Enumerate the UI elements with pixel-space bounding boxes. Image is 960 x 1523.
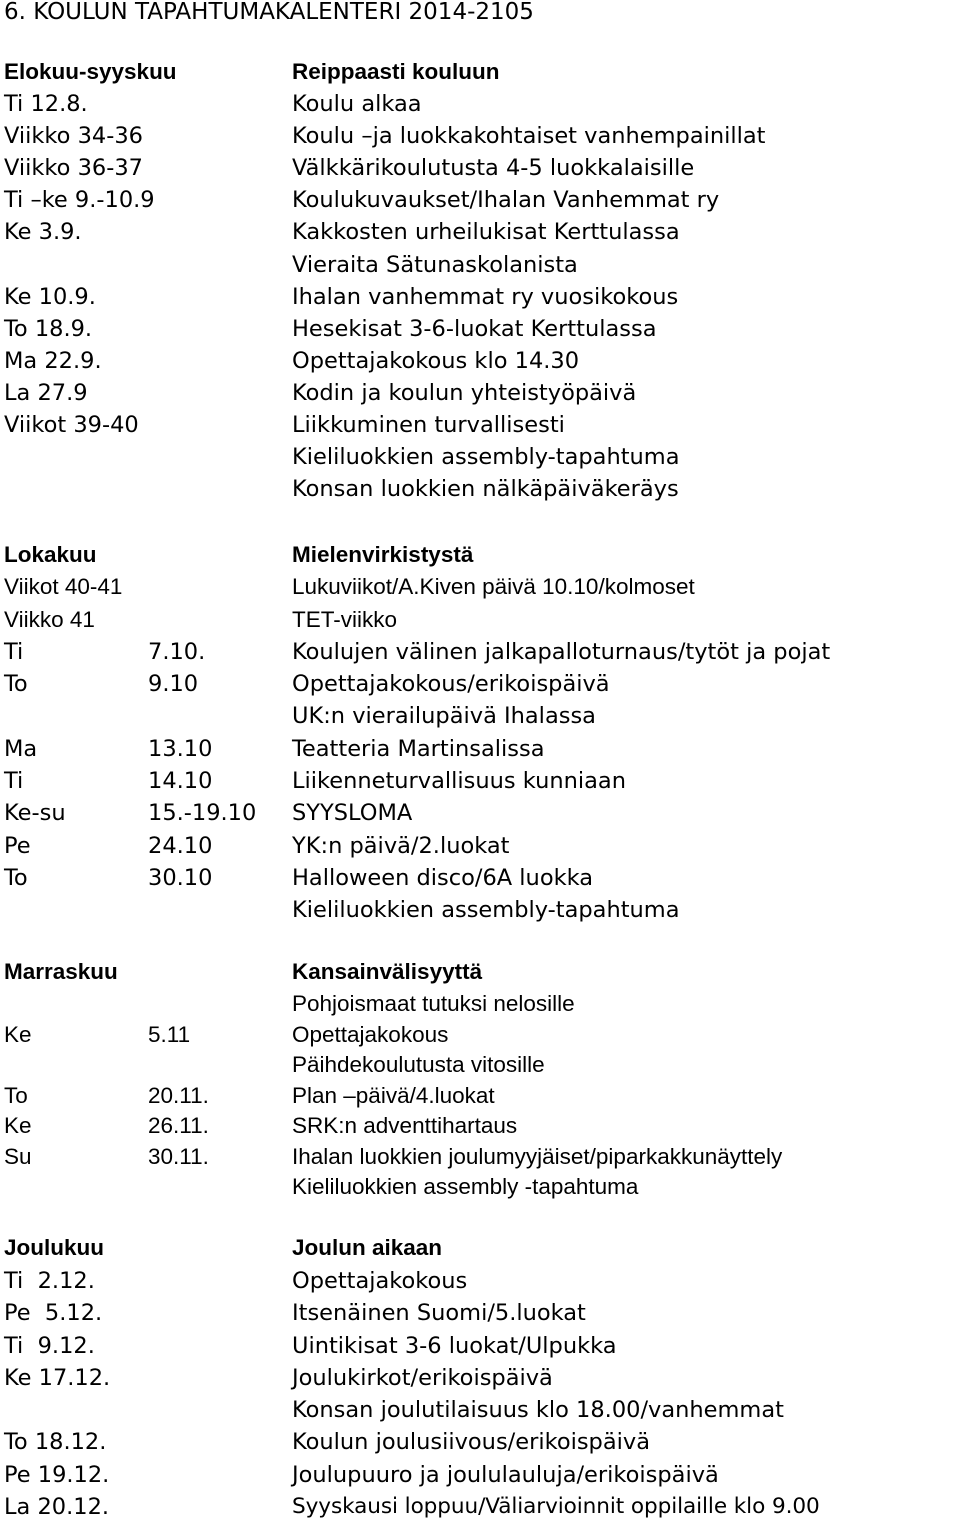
event-row [0, 409, 960, 441]
event-date: Ti –ke 9.-10.9 [4, 187, 155, 214]
event-row [0, 894, 960, 926]
event-row [0, 377, 960, 409]
event-row [0, 668, 960, 700]
month-heading: Marraskuu [4, 959, 118, 984]
month-heading: Joulukuu [4, 1235, 104, 1260]
section-marraskuu [0, 956, 960, 1202]
event-day: Viikko 41 [4, 606, 95, 632]
event-date: La 27.9 [4, 379, 88, 406]
event-day: Ma [4, 735, 38, 762]
event-date: Pe 19.12. [4, 1461, 110, 1488]
event-day: Viikot 40-41 [4, 574, 123, 600]
event-text: Välkkärikoulutusta 4-5 luokkalaisille [292, 155, 695, 182]
event-text: Syyskausi loppuu/Väliarvioinnit oppilaille klo 9.00 [292, 1494, 820, 1520]
event-row [0, 571, 960, 603]
event-row [0, 345, 960, 377]
event-text: Kieliluokkien assembly-tapahtuma [292, 444, 680, 471]
event-text: Lukuviikot/A.Kiven päivä 10.10/kolmoset [292, 574, 695, 600]
event-text: Opettajakokous/erikoispäivä [292, 671, 610, 698]
event-text: Opettajakokous klo 14.30 [292, 347, 580, 374]
event-text: YK:n päivä/2.luokat [292, 832, 510, 859]
event-day: To [4, 864, 28, 891]
event-text: Uintikisat 3-6 luokat/Ulpukka [292, 1332, 617, 1359]
event-row [0, 120, 960, 152]
event-date: Ti 2.12. [4, 1268, 95, 1294]
event-row [0, 1141, 960, 1172]
event-date: Ma 22.9. [4, 347, 102, 374]
event-row [0, 1110, 960, 1141]
section-lokakuu [0, 539, 960, 927]
event-text: Ihalan vanhemmat ry vuosikokous [292, 283, 679, 310]
event-text: Kakkosten urheilukisat Kerttulassa [292, 219, 680, 246]
event-date: Viikko 34-36 [4, 123, 143, 150]
event-date: 9.10 [148, 671, 199, 698]
event-day: Su [4, 1143, 32, 1169]
event-date: 5.11 [148, 1021, 191, 1047]
event-row [0, 1426, 960, 1458]
event-text: Konsan joulutilaisuus klo 18.00/vanhemmat [292, 1397, 784, 1424]
event-text: Liikenneturvallisuus kunniaan [292, 768, 626, 795]
event-row [0, 1491, 960, 1523]
event-day: To [4, 1082, 28, 1108]
event-row [0, 988, 960, 1019]
section-theme: Mielenvirkistystä [292, 542, 474, 567]
event-date: Ke 10.9. [4, 283, 96, 310]
event-text: Koulukuvaukset/Ihalan Vanhemmat ry [292, 187, 720, 214]
event-text: Itsenäinen Suomi/5.luokat [292, 1300, 586, 1327]
event-row [0, 1330, 960, 1362]
event-row [0, 1394, 960, 1426]
section-header [0, 539, 960, 571]
event-row [0, 281, 960, 313]
event-row [0, 1362, 960, 1394]
event-text: Koulun joulusiivous/erikoispäivä [292, 1429, 650, 1456]
event-row [0, 441, 960, 473]
event-date: 30.11. [148, 1143, 209, 1169]
event-date: Ke 3.9. [4, 219, 82, 246]
event-date: 26.11. [148, 1113, 209, 1139]
event-date: Ke 17.12. [4, 1364, 111, 1391]
event-date: Ti 9.12. [4, 1332, 95, 1359]
event-date: 13.10 [148, 735, 213, 762]
event-date: 20.11. [148, 1082, 209, 1108]
event-day: To [4, 671, 28, 698]
event-row [0, 184, 960, 216]
event-row [0, 313, 960, 345]
event-row [0, 1049, 960, 1080]
event-date: 24.10 [148, 832, 213, 859]
event-date: Viikko 36-37 [4, 155, 143, 182]
event-row [0, 88, 960, 120]
event-row [0, 700, 960, 732]
event-row [0, 1297, 960, 1329]
event-text: Konsan luokkien nälkäpäiväkeräys [292, 476, 679, 503]
event-row [0, 636, 960, 668]
event-row [0, 830, 960, 862]
event-text: Vieraita Sätunaskolanista [292, 251, 578, 278]
event-day: Ti [4, 768, 24, 795]
event-day: Ke-su [4, 800, 66, 827]
section-elokuu-syyskuu [0, 56, 960, 505]
event-text: Pohjoismaat tutuksi nelosille [292, 991, 575, 1017]
month-heading: Lokakuu [4, 542, 97, 567]
event-text: Teatteria Martinsalissa [292, 735, 545, 762]
event-date: 14.10 [148, 768, 213, 795]
event-row [0, 1171, 960, 1202]
event-text: Ihalan luokkien joulumyyjäiset/piparkakkunäyttely [292, 1143, 783, 1169]
event-text: Opettajakokous [292, 1021, 449, 1047]
event-text: Kodin ja koulun yhteistyöpäivä [292, 379, 637, 406]
event-row [0, 797, 960, 829]
event-date: 15.-19.10 [148, 800, 257, 827]
event-row [0, 862, 960, 894]
event-text: Opettajakokous [292, 1268, 468, 1294]
event-row [0, 1459, 960, 1491]
event-text: Hesekisat 3-6-luokat Kerttulassa [292, 315, 657, 342]
event-row [0, 216, 960, 248]
section-theme: Kansainvälisyyttä [292, 959, 483, 984]
event-date: 30.10 [148, 864, 213, 891]
event-day: Pe [4, 832, 31, 859]
section-theme: Joulun aikaan [292, 1235, 443, 1260]
event-date: Ti 12.8. [4, 91, 88, 118]
event-text: Koulujen välinen jalkapalloturnaus/tytöt ja pojat [292, 638, 831, 665]
event-text: SYYSLOMA [292, 800, 413, 827]
event-row [0, 1080, 960, 1111]
event-row [0, 473, 960, 505]
section-theme: Reippaasti kouluun [292, 59, 500, 84]
event-text: Halloween disco/6A luokka [292, 864, 594, 891]
event-text: Päihdekoulutusta vitosille [292, 1052, 545, 1078]
event-date: To 18.9. [4, 315, 93, 342]
event-text: Joulukirkot/erikoispäivä [292, 1364, 553, 1391]
event-row [0, 1265, 960, 1297]
month-heading: Elokuu-syyskuu [4, 59, 177, 84]
event-day: Ke [4, 1021, 32, 1047]
event-text: Kieliluokkien assembly-tapahtuma [292, 897, 680, 924]
event-date: Pe 5.12. [4, 1300, 103, 1327]
event-date: La 20.12. [4, 1494, 110, 1521]
event-text: Plan –päivä/4.luokat [292, 1082, 495, 1108]
event-text: UK:n vierailupäivä Ihalassa [292, 703, 596, 730]
event-row [0, 152, 960, 184]
section-header [0, 956, 960, 988]
event-text: Kieliluokkien assembly -tapahtuma [292, 1174, 639, 1200]
event-row [0, 604, 960, 636]
event-row [0, 249, 960, 281]
event-row [0, 733, 960, 765]
event-date: Viikot 39-40 [4, 412, 139, 439]
section-header [0, 1232, 960, 1265]
event-text: Joulupuuro ja joululauluja/erikoispäivä [292, 1461, 719, 1488]
event-date: To 18.12. [4, 1429, 107, 1456]
event-day: Ke [4, 1113, 32, 1139]
event-row [0, 765, 960, 797]
section-joulukuu [0, 1232, 960, 1523]
event-text: TET-viikko [292, 606, 398, 632]
event-day: Ti [4, 638, 24, 665]
event-date: 7.10. [148, 638, 206, 665]
event-text: Liikkuminen turvallisesti [292, 412, 565, 439]
event-text: Koulu –ja luokkakohtaiset vanhempainillat [292, 123, 766, 150]
event-text: Koulu alkaa [292, 91, 422, 118]
section-header [0, 56, 960, 88]
page-title: 6. KOULUN TAPAHTUMAKALENTERI 2014-2105 [4, 0, 534, 25]
event-text: SRK:n adventtihartaus [292, 1113, 518, 1139]
event-row [0, 1019, 960, 1050]
